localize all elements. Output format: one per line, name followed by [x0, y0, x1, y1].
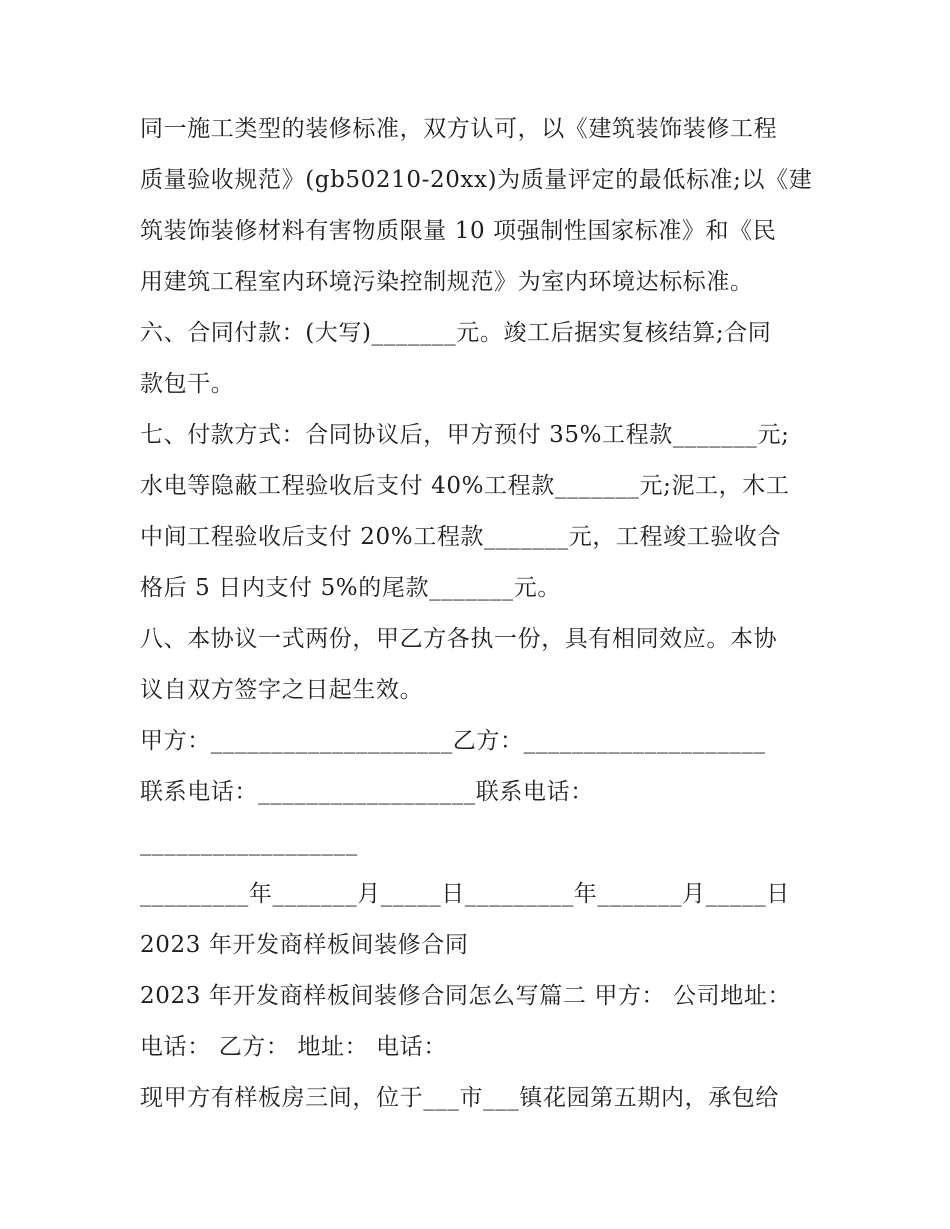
- text-line: 议自双方签字之日起生效。: [140, 677, 424, 703]
- text-line: 款包干。: [140, 371, 235, 397]
- clause-6-payment: 六、合同付款：(大写)_______元。竣工后据实复核结算;合同: [140, 320, 772, 346]
- text-line: 同一施工类型的装修标准，双方认可，以《建筑装饰装修工程: [140, 116, 778, 142]
- document-body: [140, 106, 820, 1126]
- text-line: 格后 5 日内支付 5%的尾款_______元。: [140, 575, 561, 601]
- text-line: 用建筑工程室内环境污染控制规范》为室内环境达标标准。: [140, 269, 754, 295]
- date-line: _________年_______月_____日_________年_______月_____日: [140, 881, 790, 907]
- text-line: 现甲方有样板房三间，位于___市___镇花园第五期内，承包给: [140, 1085, 779, 1111]
- clause-8-copies: 八、本协议一式两份，甲乙方各执一份，具有相同效应。本协: [140, 626, 778, 652]
- blank-line: __________________: [140, 830, 358, 856]
- clause-7-payment-method: 七、付款方式：合同协议后，甲方预付 35%工程款_______元;: [140, 422, 790, 448]
- text-line: 筑装饰装修材料有害物质限量 10 项强制性国家标准》和《民: [140, 218, 777, 244]
- text-line: 中间工程验收后支付 20%工程款_______元，工程竣工验收合: [140, 524, 782, 550]
- text-line: 水电等隐蔽工程验收后支付 40%工程款_______元;泥工，木工: [140, 473, 790, 499]
- party-info-line: 电话： 乙方： 地址： 电话：: [140, 1034, 447, 1060]
- party-signature-line: 甲方：____________________乙方：____________________: [140, 728, 766, 754]
- section-subtitle: 2023 年开发商样板间装修合同怎么写篇二 甲方： 公司地址：: [140, 983, 792, 1009]
- section-title: 2023 年开发商样板间装修合同: [140, 932, 469, 958]
- text-line: 质量验收规范》(gb50210-20xx)为质量评定的最低标准;以《建: [140, 167, 813, 193]
- contact-phone-line: 联系电话：__________________联系电话：: [140, 779, 594, 805]
